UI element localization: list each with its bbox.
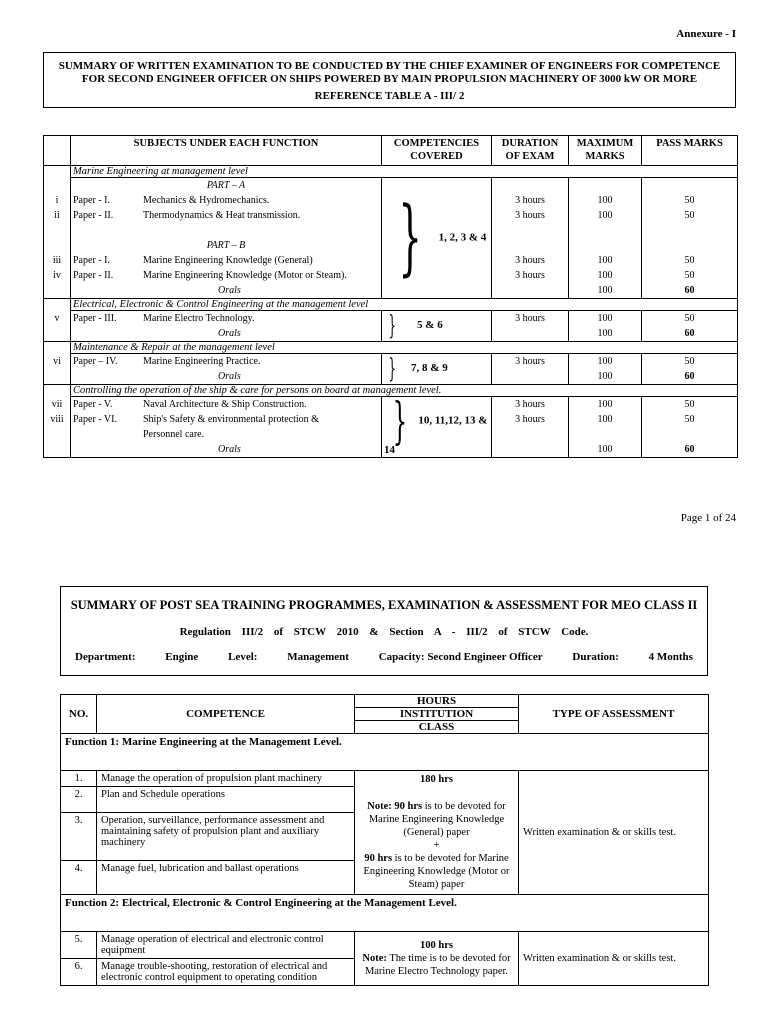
duration-cell: 3 hours 3 hours	[492, 397, 569, 458]
competence-text: Plan and Schedule operations	[97, 787, 355, 813]
reference-line: REFERENCE TABLE A - III/ 2	[314, 90, 465, 102]
max-marks-cell: 100 100	[569, 354, 642, 385]
competence-text: Operation, surveillance, performance assessment and maintaining safety of propulsion plant and auxiliary machinery	[97, 813, 355, 861]
col-competence: COMPETENCE	[97, 695, 355, 734]
function-1-title: Function 1: Marine Engineering at the Management Level.	[61, 734, 709, 751]
competencies-cell: } 10, 11,12, 13 & 14	[382, 397, 492, 458]
section-body	[44, 178, 738, 299]
table-row	[61, 932, 709, 959]
regulation-line: Regulation III/2 of STCW 2010 & Section A - III/2 of STCW Code.	[179, 626, 589, 638]
exam-summary-header	[43, 52, 736, 108]
row-number: 3.	[61, 813, 97, 861]
table-row: Paper - II. Thermodynamics & Heat transmission.	[73, 210, 301, 221]
section-title-row	[44, 342, 738, 354]
subject-continuation: Personnel care.	[143, 429, 205, 440]
section-title-row	[44, 299, 738, 311]
col-competencies: COMPETENCIES COVERED	[382, 136, 492, 166]
section-subjects	[71, 311, 382, 342]
table-row: Paper - VI. Ship's Safety & environmental protection &	[73, 414, 319, 425]
table-row: Paper - V. Naval Architecture & Ship Construction.	[73, 399, 307, 410]
orals-label: Orals	[218, 328, 241, 339]
col-pass-marks: PASS MARKS	[642, 136, 738, 166]
pass-marks-cell: 50 60	[642, 311, 738, 342]
orals-label: Orals	[218, 285, 241, 296]
row-numbers: vii viii	[44, 397, 71, 458]
row-number: 6.	[61, 959, 97, 986]
section-title-row	[44, 166, 738, 178]
col-max-marks: MAXIMUM MARKS	[569, 136, 642, 166]
col-subjects: SUBJECTS UNDER EACH FUNCTION	[71, 136, 382, 166]
pass-marks-cell: 50 50 60	[642, 397, 738, 458]
col-num	[44, 136, 71, 166]
brace-icon: }	[392, 392, 408, 450]
table-row: Paper - II. Marine Engineering Knowledge (Motor or Steam).	[73, 270, 347, 281]
section-subjects	[71, 354, 382, 385]
competence-text: Manage operation of electrical and electronic control equipment	[97, 932, 355, 959]
row-number: 4.	[61, 861, 97, 895]
header-line-2: FOR SECOND ENGINEER OFFICER ON SHIPS POWERED BY MAIN PROPULSION MACHINERY OF 3000 kW OR MORE	[81, 73, 698, 85]
training-summary-header	[60, 586, 708, 676]
section-title: Marine Engineering at management level	[71, 166, 738, 178]
section-body	[44, 397, 738, 458]
competencies-cell: } 5 & 6	[382, 311, 492, 342]
duration-label: Duration:	[572, 651, 619, 663]
col-hours: HOURS	[355, 695, 519, 708]
written-exam-table	[43, 135, 738, 458]
duration-cell: 3 hours	[492, 354, 569, 385]
section-title-row	[44, 385, 738, 397]
section-title: Controlling the operation of the ship & care for persons on board at management level.	[71, 385, 738, 397]
max-marks-cell: 100 100 100 100 100	[569, 178, 642, 299]
details-line	[61, 651, 707, 663]
table-row: Paper - I. Marine Engineering Knowledge (General)	[73, 255, 313, 266]
col-class: CLASS	[355, 721, 519, 734]
section-body	[44, 311, 738, 342]
section-subjects	[71, 397, 382, 458]
page-number: Page 1 of 24	[680, 512, 736, 524]
section-body	[44, 354, 738, 385]
competence-text: Manage trouble-shooting, restoration of electrical and electronic control equipment to operating condition	[97, 959, 355, 986]
row-numbers: i ii iii iv	[44, 178, 71, 299]
department-value: Engine	[165, 651, 199, 663]
part-a-label: PART – A	[206, 180, 246, 191]
header-line-1: SUMMARY OF WRITTEN EXAMINATION TO BE CONDUCTED BY THE CHIEF EXAMINER OF ENGINEERS FOR COMPETENCE	[58, 60, 721, 72]
duration-cell: 3 hours	[492, 311, 569, 342]
brace-icon: }	[398, 190, 422, 285]
table-row: Paper – IV. Marine Engineering Practice.	[73, 356, 261, 367]
orals-label: Orals	[218, 444, 241, 455]
orals-label: Orals	[218, 371, 241, 382]
part-b-label: PART – B	[206, 240, 246, 251]
duration-cell: 3 hours 3 hours 3 hours 3 hours	[492, 178, 569, 299]
row-number: 2.	[61, 787, 97, 813]
competence-text: Manage fuel, lubrication and ballast operations	[97, 861, 355, 895]
max-marks-cell: 100 100 100	[569, 397, 642, 458]
table-row	[61, 771, 709, 787]
col-no: NO.	[61, 695, 97, 734]
competencies-cell: } 1, 2, 3 & 4	[382, 178, 492, 299]
assessment-cell: Written examination & or skills test.	[519, 932, 709, 986]
col-duration: DURATION OF EXAM	[492, 136, 569, 166]
table-row: Paper - I. Mechanics & Hydromechanics.	[73, 195, 270, 206]
max-marks-cell: 100 100	[569, 311, 642, 342]
pass-marks-cell: 50 60	[642, 354, 738, 385]
level-label: Level:	[228, 651, 258, 663]
capacity: Capacity: Second Engineer Officer	[378, 651, 543, 663]
section-title: Maintenance & Repair at the management level	[71, 342, 738, 354]
pass-marks-cell: 50 50 50 50 60	[642, 178, 738, 299]
col-institution: INSTITUTION	[355, 708, 519, 721]
section-subjects	[71, 178, 382, 299]
competencies-cell: } 7, 8 & 9	[382, 354, 492, 385]
duration-value: 4 Months	[648, 651, 693, 663]
function-2-title: Function 2: Electrical, Electronic & Control Engineering at the Management Level.	[61, 895, 709, 912]
table-row: Paper - III. Marine Electro Technology.	[73, 313, 255, 324]
level-value: Management	[287, 651, 349, 663]
training-table	[60, 694, 709, 986]
section-title: Electrical, Electronic & Control Engineering at the management level	[71, 299, 738, 311]
hours-note: 100 hrs Note: The time is to be devoted for Marine Electro Technology paper.	[355, 932, 519, 986]
brace-icon: }	[388, 354, 396, 384]
brace-icon: }	[388, 311, 396, 341]
col-assessment: TYPE OF ASSESSMENT	[519, 695, 709, 734]
row-number: 1.	[61, 771, 97, 787]
row-numbers: vi	[44, 354, 71, 385]
annexure-label: Annexure - I	[676, 28, 736, 40]
row-numbers: v	[44, 311, 71, 342]
assessment-cell: Written examination & or skills test.	[519, 771, 709, 895]
page-title: SUMMARY OF POST SEA TRAINING PROGRAMMES, EXAMINATION & ASSESSMENT FOR MEO CLASS II	[70, 598, 698, 612]
hours-note: 180 hrs Note: 90 hrs is to be devoted for Marine Engineering Knowledge (General) paper + 90 hrs is to be devoted for Marine Engineering Knowledge (Motor or Steam) paper	[355, 771, 519, 895]
department-label: Department:	[75, 651, 136, 663]
row-number: 5.	[61, 932, 97, 959]
competence-text: Manage the operation of propulsion plant machinery	[97, 771, 355, 787]
